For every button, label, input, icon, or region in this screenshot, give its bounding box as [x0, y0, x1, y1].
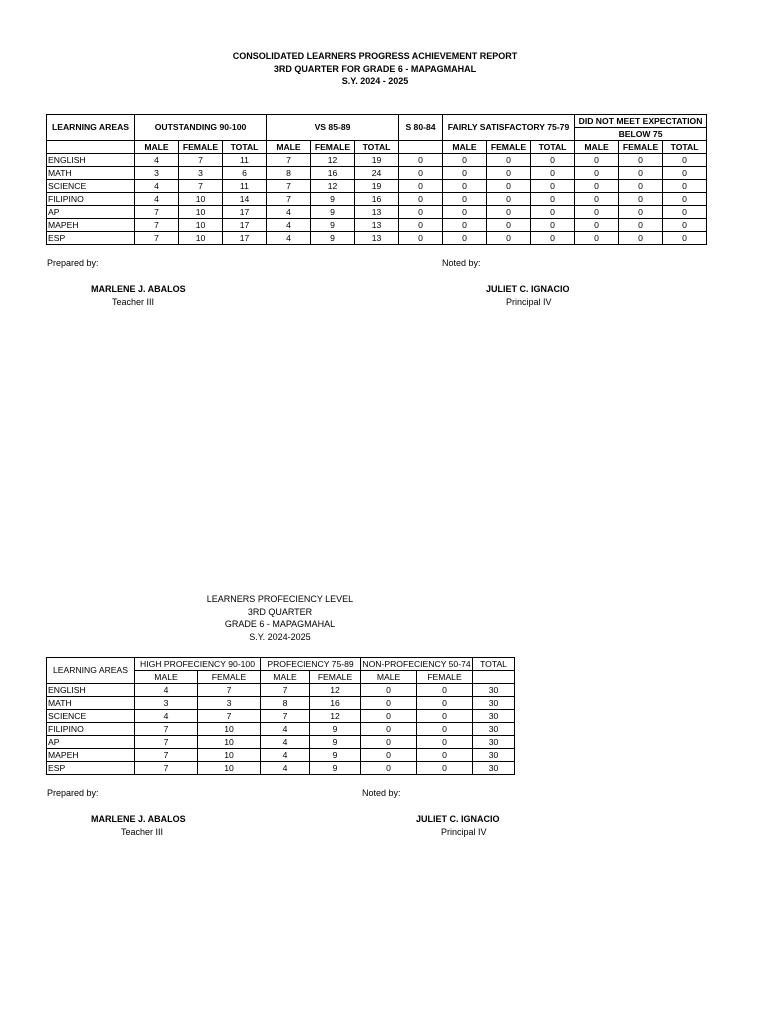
report2-noted-by-label: Noted by: — [362, 788, 401, 798]
subject-cell: AP — [47, 206, 135, 219]
value-cell: 0 — [417, 762, 473, 775]
subject-cell: SCIENCE — [47, 180, 135, 193]
value-cell: 0 — [361, 762, 417, 775]
value-cell: 4 — [135, 154, 179, 167]
header-total: TOTAL — [473, 658, 515, 671]
value-cell: 0 — [575, 154, 619, 167]
value-cell: 11 — [223, 154, 267, 167]
value-cell: 0 — [399, 167, 443, 180]
value-cell: 8 — [261, 697, 310, 710]
value-cell: 0 — [663, 219, 707, 232]
value-cell: 0 — [361, 710, 417, 723]
report2-title-line: 3RD QUARTER — [247, 606, 313, 617]
value-cell: 16 — [310, 697, 361, 710]
value-cell: 9 — [311, 219, 355, 232]
table-row — [47, 219, 707, 232]
value-cell: 12 — [310, 684, 361, 697]
subheader-female: FEMALE — [619, 141, 663, 154]
value-cell: 7 — [135, 736, 198, 749]
value-cell: 9 — [311, 232, 355, 245]
value-cell: 19 — [355, 154, 399, 167]
table-row — [47, 193, 707, 206]
value-cell: 0 — [443, 206, 487, 219]
value-cell: 0 — [531, 193, 575, 206]
subject-cell: MATH — [47, 697, 135, 710]
value-cell: 0 — [663, 206, 707, 219]
value-cell: 4 — [261, 749, 310, 762]
value-cell: 7 — [179, 154, 223, 167]
value-cell: 0 — [443, 232, 487, 245]
value-cell: 10 — [179, 206, 223, 219]
value-cell: 9 — [311, 206, 355, 219]
table-row — [47, 167, 707, 180]
value-cell: 12 — [311, 180, 355, 193]
subheader-female: FEMALE — [179, 141, 223, 154]
value-cell: 7 — [135, 206, 179, 219]
table-row — [47, 684, 515, 697]
value-cell: 0 — [531, 232, 575, 245]
value-cell: 0 — [531, 167, 575, 180]
subheader-male: MALE — [261, 671, 310, 684]
report2-noter-name: JULIET C. IGNACIO — [416, 814, 500, 824]
report2-title-line: S.Y. 2024-2025 — [249, 631, 311, 642]
value-cell: 30 — [473, 762, 515, 775]
subheader-total: TOTAL — [355, 141, 399, 154]
report2-noter-title: Principal IV — [441, 827, 487, 837]
value-cell: 0 — [619, 219, 663, 232]
value-cell: 0 — [575, 232, 619, 245]
value-cell: 7 — [135, 219, 179, 232]
value-cell: 0 — [417, 736, 473, 749]
value-cell: 0 — [443, 180, 487, 193]
value-cell: 0 — [531, 154, 575, 167]
value-cell: 0 — [399, 154, 443, 167]
value-cell: 0 — [619, 180, 663, 193]
value-cell: 0 — [487, 206, 531, 219]
subheader-female: FEMALE — [198, 671, 261, 684]
value-cell: 14 — [223, 193, 267, 206]
report1-preparer-name: MARLENE J. ABALOS — [91, 284, 186, 294]
value-cell: 0 — [663, 180, 707, 193]
table-row — [47, 697, 515, 710]
table-row — [47, 723, 515, 736]
report1-title-line: S.Y. 2024 - 2025 — [341, 76, 409, 86]
value-cell: 0 — [663, 232, 707, 245]
value-cell: 12 — [311, 154, 355, 167]
value-cell: 7 — [135, 762, 198, 775]
value-cell: 30 — [473, 710, 515, 723]
value-cell: 0 — [663, 167, 707, 180]
subject-cell: MAPEH — [47, 749, 135, 762]
value-cell: 0 — [575, 193, 619, 206]
value-cell: 0 — [619, 193, 663, 206]
value-cell: 7 — [267, 154, 311, 167]
report1-noter-name: JULIET C. IGNACIO — [486, 284, 570, 294]
value-cell: 0 — [575, 167, 619, 180]
value-cell: 0 — [619, 206, 663, 219]
value-cell: 7 — [135, 723, 198, 736]
subheader-female: FEMALE — [310, 671, 361, 684]
subject-cell: MATH — [47, 167, 135, 180]
subject-cell: FILIPINO — [47, 193, 135, 206]
subheader-female: FEMALE — [417, 671, 473, 684]
table-row — [47, 232, 707, 245]
value-cell: 0 — [575, 180, 619, 193]
subject-cell: ENGLISH — [47, 684, 135, 697]
value-cell: 0 — [443, 219, 487, 232]
report1-title — [150, 50, 600, 88]
value-cell: 0 — [487, 232, 531, 245]
value-cell: 7 — [267, 193, 311, 206]
value-cell: 3 — [198, 697, 261, 710]
value-cell: 16 — [311, 167, 355, 180]
value-cell: 0 — [487, 193, 531, 206]
value-cell: 10 — [179, 193, 223, 206]
value-cell: 0 — [487, 219, 531, 232]
table-row — [47, 710, 515, 723]
value-cell: 24 — [355, 167, 399, 180]
value-cell: 0 — [531, 206, 575, 219]
value-cell: 0 — [531, 180, 575, 193]
value-cell: 0 — [487, 180, 531, 193]
subject-cell: FILIPINO — [47, 723, 135, 736]
value-cell: 0 — [417, 697, 473, 710]
value-cell: 12 — [310, 710, 361, 723]
subheader-total: TOTAL — [223, 141, 267, 154]
header-high-proficiency: HIGH PROFECIENCY 90-100 — [135, 658, 261, 671]
value-cell: 10 — [198, 749, 261, 762]
subheader-total: TOTAL — [531, 141, 575, 154]
value-cell: 10 — [179, 232, 223, 245]
value-cell: 0 — [417, 749, 473, 762]
report1-title-line: CONSOLIDATED LEARNERS PROGRESS ACHIEVEMENT REPORT — [232, 51, 518, 61]
value-cell: 30 — [473, 684, 515, 697]
subject-cell: MAPEH — [47, 219, 135, 232]
value-cell: 0 — [575, 219, 619, 232]
proficiency-table — [46, 657, 515, 775]
value-cell: 0 — [487, 167, 531, 180]
value-cell: 8 — [267, 167, 311, 180]
value-cell: 7 — [135, 749, 198, 762]
value-cell: 10 — [198, 723, 261, 736]
value-cell: 4 — [135, 710, 198, 723]
report1-preparer-title: Teacher III — [112, 297, 155, 307]
header-outstanding: OUTSTANDING 90-100 — [135, 115, 267, 141]
report2-title-line: GRADE 6 - MAPAGMAHAL — [224, 619, 336, 629]
value-cell: 17 — [223, 206, 267, 219]
value-cell: 9 — [310, 762, 361, 775]
table-row — [47, 154, 707, 167]
subject-cell: ESP — [47, 762, 135, 775]
subheader-female: FEMALE — [487, 141, 531, 154]
value-cell: 0 — [399, 206, 443, 219]
report2-title-line: LEARNERS PROFECIENCY LEVEL — [206, 594, 354, 604]
value-cell: 0 — [443, 154, 487, 167]
value-cell: 7 — [267, 180, 311, 193]
value-cell: 17 — [223, 219, 267, 232]
subheader-male: MALE — [443, 141, 487, 154]
value-cell: 7 — [198, 710, 261, 723]
value-cell: 3 — [135, 167, 179, 180]
header-learning-areas: LEARNING AREAS — [47, 115, 135, 141]
value-cell: 0 — [443, 167, 487, 180]
value-cell: 10 — [179, 219, 223, 232]
value-cell: 9 — [310, 723, 361, 736]
report2-prepared-by-label: Prepared by: — [47, 788, 99, 798]
value-cell: 30 — [473, 723, 515, 736]
value-cell: 0 — [575, 206, 619, 219]
value-cell: 4 — [135, 180, 179, 193]
value-cell: 6 — [223, 167, 267, 180]
report2-title — [150, 593, 410, 643]
value-cell: 4 — [135, 193, 179, 206]
header-below-75: BELOW 75 — [575, 128, 707, 141]
subject-cell: AP — [47, 736, 135, 749]
value-cell: 0 — [399, 193, 443, 206]
value-cell: 13 — [355, 206, 399, 219]
value-cell: 7 — [261, 684, 310, 697]
subject-cell: SCIENCE — [47, 710, 135, 723]
subheader-male: MALE — [267, 141, 311, 154]
value-cell: 0 — [663, 154, 707, 167]
value-cell: 17 — [223, 232, 267, 245]
value-cell: 3 — [179, 167, 223, 180]
subheader-total: TOTAL — [663, 141, 707, 154]
header-dnme: DID NOT MEET EXPECTATION — [575, 115, 707, 128]
value-cell: 7 — [261, 710, 310, 723]
value-cell: 11 — [223, 180, 267, 193]
value-cell: 30 — [473, 697, 515, 710]
value-cell: 0 — [619, 154, 663, 167]
value-cell: 0 — [619, 167, 663, 180]
value-cell: 0 — [361, 723, 417, 736]
achievement-table — [46, 114, 707, 245]
value-cell: 30 — [473, 736, 515, 749]
header-vs: VS 85-89 — [267, 115, 399, 141]
table-row — [47, 762, 515, 775]
value-cell: 16 — [355, 193, 399, 206]
empty-cell — [473, 671, 515, 684]
value-cell: 4 — [261, 736, 310, 749]
table-row — [47, 206, 707, 219]
value-cell: 0 — [443, 193, 487, 206]
report2-preparer-name: MARLENE J. ABALOS — [91, 814, 186, 824]
value-cell: 0 — [417, 723, 473, 736]
value-cell: 9 — [310, 736, 361, 749]
report1-noter-title: Principal IV — [506, 297, 552, 307]
value-cell: 13 — [355, 232, 399, 245]
value-cell: 0 — [619, 232, 663, 245]
subheader-male: MALE — [135, 141, 179, 154]
value-cell: 4 — [261, 762, 310, 775]
value-cell: 4 — [267, 232, 311, 245]
value-cell: 3 — [135, 697, 198, 710]
report2-preparer-title: Teacher III — [121, 827, 164, 837]
subheader-male: MALE — [361, 671, 417, 684]
value-cell: 0 — [417, 710, 473, 723]
value-cell: 4 — [261, 723, 310, 736]
subject-cell: ENGLISH — [47, 154, 135, 167]
header-proficiency: PROFECIENCY 75-89 — [261, 658, 361, 671]
value-cell: 0 — [361, 749, 417, 762]
value-cell: 9 — [311, 193, 355, 206]
header-s: S 80-84 — [399, 115, 443, 141]
value-cell: 19 — [355, 180, 399, 193]
value-cell: 7 — [179, 180, 223, 193]
value-cell: 0 — [663, 193, 707, 206]
value-cell: 9 — [310, 749, 361, 762]
value-cell: 0 — [399, 219, 443, 232]
value-cell: 7 — [198, 684, 261, 697]
header-non-proficiency: NON-PROFECIENCY 50-74 — [362, 658, 471, 669]
empty-cell — [47, 141, 135, 154]
subheader-male: MALE — [575, 141, 619, 154]
table-row — [47, 749, 515, 762]
value-cell: 0 — [417, 684, 473, 697]
value-cell: 0 — [531, 219, 575, 232]
value-cell: 13 — [355, 219, 399, 232]
value-cell: 4 — [135, 684, 198, 697]
value-cell: 0 — [361, 736, 417, 749]
value-cell: 0 — [361, 697, 417, 710]
report1-noted-by-label: Noted by: — [442, 258, 481, 268]
subheader-male: MALE — [135, 671, 198, 684]
table-row — [47, 180, 707, 193]
value-cell: 4 — [267, 206, 311, 219]
value-cell: 0 — [361, 684, 417, 697]
empty-cell — [399, 141, 443, 154]
value-cell: 7 — [135, 232, 179, 245]
report1-prepared-by-label: Prepared by: — [47, 258, 99, 268]
value-cell: 10 — [198, 762, 261, 775]
table-row — [47, 736, 515, 749]
value-cell: 0 — [399, 180, 443, 193]
value-cell: 0 — [399, 232, 443, 245]
header-fairly-satisfactory: FAIRLY SATISFACTORY 75-79 — [443, 115, 575, 141]
header-learning-areas: LEARNING AREAS — [47, 658, 135, 684]
subheader-female: FEMALE — [311, 141, 355, 154]
value-cell: 4 — [267, 219, 311, 232]
value-cell: 10 — [198, 736, 261, 749]
report1-title-line: 3RD QUARTER FOR GRADE 6 - MAPAGMAHAL — [273, 63, 477, 74]
value-cell: 0 — [487, 154, 531, 167]
value-cell: 30 — [473, 749, 515, 762]
subject-cell: ESP — [47, 232, 135, 245]
